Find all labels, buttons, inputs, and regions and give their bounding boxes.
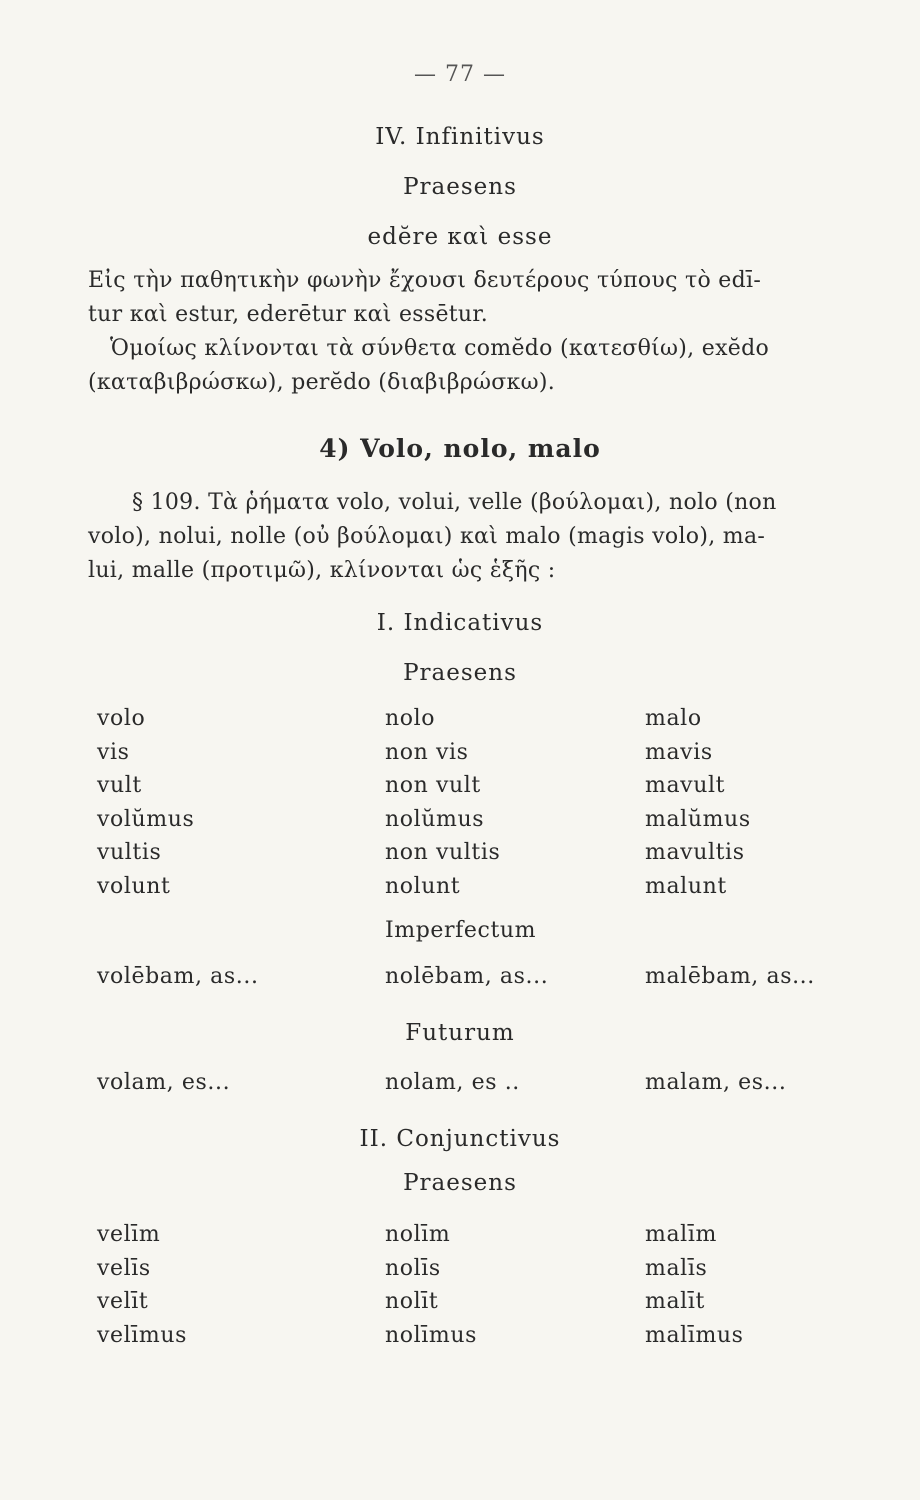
conjugation-form: nolīt: [385, 1289, 439, 1314]
imperfectum-volo: volēbam, as...: [97, 964, 259, 989]
conjunctive-volo-column: [97, 1218, 187, 1352]
conjugation-form: vult: [97, 773, 142, 798]
paragraph-line: Εἰς τὴν παθητικὴν φωνὴν ἔχουσι δευτέρους τύπους τὸ edī-: [88, 268, 762, 293]
futurum-label: Futurum: [405, 1020, 515, 1046]
indicative-malo-column: [645, 702, 751, 903]
imperfectum-malo: malēbam, as...: [645, 964, 815, 989]
section-title: 4) Volo, nolo, malo: [319, 434, 601, 463]
infinitive-paragraph: [88, 264, 828, 400]
indicative-volo-column: [97, 702, 194, 903]
imperfectum-nolo: nolēbam, as...: [385, 964, 549, 989]
conjugation-form: velīmus: [97, 1322, 188, 1348]
conjugation-form: volŭmus: [97, 806, 195, 832]
conjugation-form: mavultis: [645, 840, 745, 865]
conjugation-form: mavis: [645, 739, 713, 765]
futurum-volo: volam, es...: [97, 1070, 231, 1095]
conjugation-form: nolīs: [385, 1255, 441, 1281]
conjugation-form: volo: [97, 706, 146, 731]
conjunctive-nolo-column: [385, 1218, 477, 1352]
conjugation-form: malŭmus: [645, 806, 751, 832]
paragraph-line: volo), nolui, nolle (οὐ βούλομαι) καὶ malo (magis volo), ma-: [88, 524, 766, 549]
conjugation-form: nolo: [385, 706, 436, 731]
conjunctive-heading: II. Conjunctivus: [359, 1126, 561, 1152]
conjugation-form: mavult: [645, 773, 726, 798]
page-number: — 77 —: [414, 62, 506, 87]
indicative-praesens-label: Praesens: [403, 660, 517, 686]
paragraph-line: (καταβιβρώσκω), perĕdo (διαβιβρώσκω).: [88, 370, 556, 395]
futurum-malo: malam, es...: [645, 1070, 787, 1095]
conjugation-form: velīt: [97, 1289, 149, 1314]
infinitive-heading: IV. Infinitivus: [375, 124, 545, 150]
paragraph-line: § 109. Τὰ ῥήματα volo, volui, velle (βούλομαι), nolo (non: [132, 490, 777, 515]
conjugation-form: nolunt: [385, 873, 461, 899]
conjugation-form: non vult: [385, 773, 481, 798]
conjugation-form: malunt: [645, 873, 727, 899]
conjugation-form: vis: [97, 739, 130, 765]
paragraph-line: lui, malle (προτιμῶ), κλίνονται ὡς ἑξῆς :: [88, 558, 556, 583]
conjunctive-malo-column: [645, 1218, 744, 1352]
conjugation-form: malīmus: [645, 1322, 744, 1348]
paragraph-line: tur καὶ estur, ederētur καὶ essētur.: [88, 302, 489, 327]
conjugation-form: velīs: [97, 1255, 151, 1281]
paragraph-line: Ὁμοίως κλίνονται τὰ σύνθετα comĕdo (κατεσθίω), exĕdo: [110, 336, 770, 361]
conjugation-form: volunt: [97, 873, 171, 899]
conjugation-form: nolīmus: [385, 1322, 478, 1348]
conjugation-form: nolīm: [385, 1222, 451, 1247]
conjugation-form: malīt: [645, 1289, 705, 1314]
conjugation-form: malīs: [645, 1255, 708, 1281]
indicative-heading: I. Indicativus: [376, 610, 544, 636]
conjugation-form: nolŭmus: [385, 806, 485, 832]
infinitive-forms: edĕre καὶ esse: [367, 224, 553, 250]
infinitive-tense-label: Praesens: [403, 174, 517, 200]
conjugation-form: velīm: [97, 1222, 161, 1247]
conjugation-form: vultis: [97, 840, 162, 865]
indicative-nolo-column: [385, 702, 500, 903]
conjunctive-praesens-label: Praesens: [403, 1170, 517, 1196]
conjugation-form: non vultis: [385, 840, 501, 865]
conjugation-form: malīm: [645, 1222, 717, 1247]
conjugation-form: non vis: [385, 739, 469, 765]
section-paragraph: [88, 486, 828, 588]
conjugation-form: malo: [645, 706, 702, 731]
futurum-nolo: nolam, es ..: [385, 1070, 520, 1095]
imperfectum-label: Imperfectum: [385, 918, 537, 943]
